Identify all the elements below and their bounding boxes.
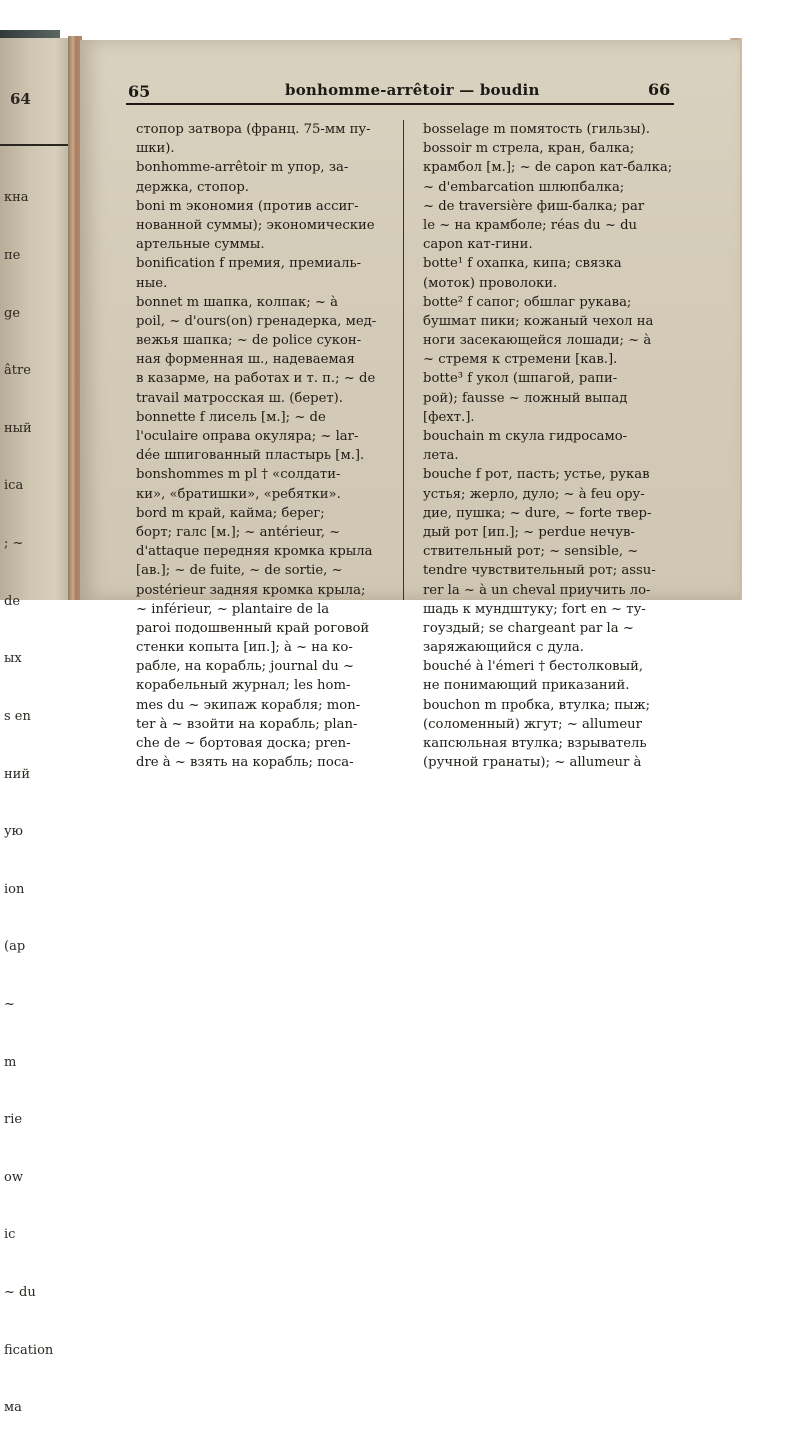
previous-page-line: ых: [4, 651, 22, 667]
running-head: bonhomme-arrêtoir — boudin: [285, 81, 540, 99]
entry-line: борт; галс [м.]; ~ antérieur, ~: [136, 524, 341, 540]
previous-page-line: кна: [4, 190, 29, 206]
entry-line: d'attaque передняя кромка крыла: [136, 544, 373, 560]
entry-line: bonhomme-arrêtoir m упор, за-: [136, 160, 349, 176]
previous-page-line: âtre: [4, 363, 31, 379]
entry-line: dée шпигованный пластырь [м.].: [136, 448, 365, 464]
entry-line: rer la ~ à un cheval приучить ло-: [423, 582, 651, 598]
entry-line: ная форменная ш., надеваемая: [136, 352, 355, 368]
entry-line: ноги засекающейся лошади; ~ à: [423, 333, 652, 349]
previous-page-line: ow: [4, 1169, 23, 1185]
entry-line: ствительный рот; ~ sensible, ~: [423, 544, 639, 560]
previous-page-number: 64: [10, 90, 31, 108]
previous-page-rule: [0, 144, 74, 146]
previous-page-line: ую: [4, 824, 23, 840]
entry-line: дие, пушка; ~ dure, ~ forte твер-: [423, 505, 652, 521]
previous-page-line: de: [4, 593, 21, 609]
entry-line: капсюльная втулка; взрыватель: [423, 736, 647, 751]
entry-line: не понимающий приказаний.: [423, 678, 630, 694]
entry-line: рой); fausse ~ ложный выпад: [423, 390, 628, 406]
previous-page-line: ный: [4, 420, 32, 436]
entry-line: (соломенный) жгут; ~ allumeur: [423, 716, 642, 732]
entry-line: (ручной гранаты); ~ allumeur à: [423, 755, 642, 771]
entry-line: стопор затвора (франц. 75-мм пу-: [136, 122, 371, 137]
entry-line: ~ стремя к стремени [кав.].: [423, 352, 618, 368]
entry-line: dre à ~ взять на корабль; поса-: [136, 755, 354, 771]
entry-line: bossoir m стрела, кран, балка;: [423, 141, 635, 157]
previous-page-line: ge: [4, 305, 21, 321]
entry-line: нованной суммы); экономические: [136, 217, 375, 233]
entry-line: bouché à l'émeri † бестолковый,: [423, 659, 644, 675]
entry-line: лета.: [423, 448, 459, 464]
entry-line: le ~ на крамболе; réas du ~ du: [423, 217, 638, 233]
entry-line: ~ d'embarcation шлюпбалка;: [423, 179, 625, 195]
entry-line: шки).: [136, 141, 175, 157]
previous-page-line: ний: [4, 766, 30, 782]
previous-page-line: s en: [4, 708, 31, 724]
previous-page-line: ма: [4, 1400, 22, 1416]
entry-line: заряжающийся с дула.: [423, 640, 584, 656]
entry-line: poil, ~ d'ours(on) гренадерка, мед-: [136, 313, 377, 329]
entry-line: boni m экономия (против ассиг-: [136, 198, 359, 214]
entry-line: ~ inférieur, ~ plantaire de la: [136, 601, 330, 617]
previous-page-line: m: [4, 1054, 17, 1070]
entry-line: устья; жерло, дуло; ~ à feu ору-: [423, 486, 645, 502]
entry-line: bouchon m пробка, втулка; пыж;: [423, 697, 651, 713]
entry-line: рабле, на корабль; journal du ~: [136, 659, 355, 675]
entry-line: дый рот [ип.]; ~ perdue нечув-: [423, 524, 635, 540]
entry-line: вежья шапка; ~ de police сукон-: [136, 333, 362, 349]
entry-line: стенки копыта [ип.]; à ~ на ко-: [136, 640, 353, 656]
previous-page-line: ; ~: [4, 536, 24, 552]
previous-page-line: пе: [4, 248, 21, 264]
previous-page-line: ic: [4, 1227, 16, 1243]
entry-line: гоуздый; se chargeant par la ~: [423, 620, 634, 636]
entry-line: l'oculaire оправа окуляра; ~ lar-: [136, 429, 359, 444]
page-header: [80, 80, 740, 100]
entry-line: bouche f рот, пасть; устье, рукав: [423, 467, 650, 483]
entry-line: ки», «братишки», «ребятки».: [136, 486, 341, 502]
entry-line: botte¹ f охапка, кипа; связка: [423, 256, 622, 272]
entry-line: (моток) проволоки.: [423, 275, 558, 291]
header-rule: [126, 103, 674, 105]
entry-line: артельные суммы.: [136, 237, 265, 253]
previous-page-line: fication: [4, 1342, 54, 1358]
entry-line: travail матросская ш. (берет).: [136, 390, 344, 406]
entry-line: бушмат пики; кожаный чехол на: [423, 313, 654, 329]
entry-line: bonnette f лисель [м.]; ~ de: [136, 409, 326, 425]
previous-page: [0, 38, 74, 1416]
entry-line: botte² f сапог; обшлаг рукава;: [423, 294, 632, 310]
entry-line: корабельный журнал; les hom-: [136, 678, 351, 694]
entry-line: tendre чувствительный рот; assu-: [423, 563, 656, 579]
entry-line: mes du ~ экипаж корабля; mon-: [136, 697, 361, 713]
previous-page-line: (ap: [4, 939, 26, 955]
entry-line: postérieur задняя кромка крыла;: [136, 582, 366, 598]
entry-line: держка, стопор.: [136, 179, 249, 195]
entry-line: capon кат-гини.: [423, 237, 533, 253]
page-number-left: 65: [128, 82, 151, 101]
entry-line: bosselage m помятость (гильзы).: [423, 122, 650, 137]
previous-page-line: ~ du: [4, 1284, 36, 1300]
entry-line: bord m край, кайма; берег;: [136, 505, 325, 521]
entry-line: bouchain m скула гидросамо-: [423, 429, 628, 444]
entry-line: в казарме, на работах и т. п.; ~ de: [136, 371, 376, 387]
right-column: [423, 120, 675, 772]
entry-line: ~ de traversière фиш-балка; par: [423, 198, 645, 214]
previous-page-text: [4, 150, 53, 1456]
previous-page-line: ~: [4, 996, 15, 1012]
entry-line: ные.: [136, 275, 168, 291]
entry-line: [ав.]; ~ de fuite, ~ de sortie, ~: [136, 563, 343, 579]
previous-page-line: rie: [4, 1112, 23, 1128]
entry-line: [фехт.].: [423, 409, 475, 425]
page-number-right: 66: [648, 80, 671, 99]
entry-line: bonification f премия, премиаль-: [136, 256, 362, 272]
previous-page-line: ion: [4, 881, 25, 897]
entry-line: botte³ f укол (шпагой, рапи-: [423, 371, 618, 387]
entry-line: bonshommes m pl † «солдати-: [136, 467, 341, 483]
left-column: [136, 120, 412, 772]
entry-line: ter à ~ взойти на корабль; plan-: [136, 716, 358, 732]
entry-line: крамбол [м.]; ~ de capon кат-балка;: [423, 160, 673, 176]
entry-line: paroi подошвенный край роговой: [136, 620, 370, 636]
entry-line: che de ~ бортовая доска; pren-: [136, 736, 351, 751]
entry-line: шадь к мундштуку; fort en ~ ту-: [423, 601, 646, 617]
previous-page-line: ica: [4, 478, 24, 494]
entry-line: bonnet m шапка, колпак; ~ à: [136, 294, 338, 310]
